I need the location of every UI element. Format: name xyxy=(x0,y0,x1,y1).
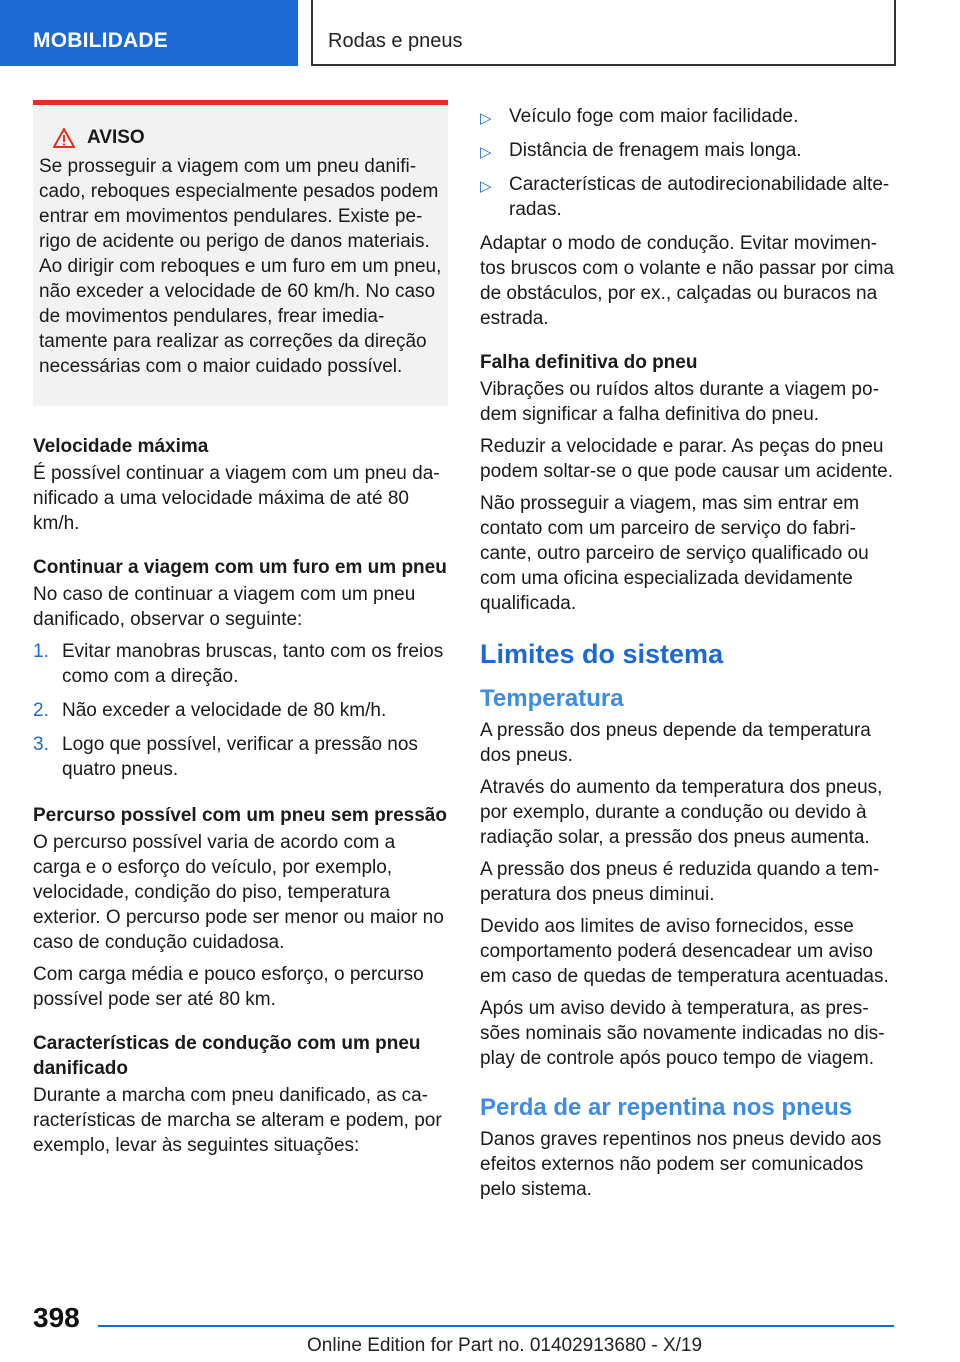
failure-text-1: Vibrações ou ruídos altos durante a viagem podem significar a falha definitiva do pneu. xyxy=(480,379,879,425)
failure-heading: Falha definitiva do pneu xyxy=(480,352,698,373)
list-item: ▷ Características de autodirecionabilidade alteradas. xyxy=(480,174,890,220)
sudden-loss-text: Danos graves repentinos nos pneus devido aos efeitos externos não podem ser comunicados pelo sistema. xyxy=(480,1129,882,1200)
warning-title: AVISO xyxy=(87,127,145,148)
triangle-bullet-icon: ▷ xyxy=(480,144,492,161)
step-number: 1. xyxy=(33,641,49,662)
section-tab: MOBILIDADE xyxy=(0,0,298,66)
warning-header xyxy=(39,127,442,149)
distance-text-2: Com carga média e pouco esforço, o percurso possível pode ser até 80 km. xyxy=(33,964,424,1010)
page-number: 398 xyxy=(33,1302,80,1333)
continue-steps-list xyxy=(33,639,448,782)
right-column xyxy=(480,104,895,1209)
list-item: ▷ Distância de frenagem mais longa. xyxy=(480,138,895,163)
step-number: 3. xyxy=(33,734,49,755)
left-column xyxy=(33,100,448,1165)
failure-text-3: Não prosseguir a viagem, mas sim entrar em contato com um parceiro de serviço do fabricante, outro parceiro de serviço qualificado ou com uma oficina especializada devidamente qualificada. xyxy=(480,493,869,614)
temperature-text-5: Após um aviso devido à temperatura, as pressões nominais são novamente indicadas no display de controle após pouco tempo de viagem. xyxy=(480,998,885,1069)
distance-text-1: O percurso possível varia de acordo com a carga e o esforço do veículo, por exemplo, velocidade, condição do piso, temperatura exterior. O percurso pode ser menor ou maior no caso de condução cuidadosa. xyxy=(33,832,444,953)
max-speed-heading: Velocidade máxima xyxy=(33,436,209,457)
list-item: ▷ Veículo foge com maior facilidade. xyxy=(480,104,895,129)
temperature-text-2: Através do aumento da temperatura dos pneus, por exemplo, durante a condução ou devido à radiação solar, a pressão dos pneus aumenta. xyxy=(480,777,883,848)
handling-text: Durante a marcha com pneu danificado, as características de marcha se alteram e podem, por exemplo, levar às seguintes situações: xyxy=(33,1085,442,1156)
footer-divider xyxy=(98,1325,894,1327)
list-item: 3. Logo que possível, verificar a pressão nos quatro pneus. xyxy=(33,734,418,780)
temperature-heading: Temperatura xyxy=(480,685,624,712)
failure-text-2: Reduzir a velocidade e parar. As peças do pneu podem soltar-se o que pode causar um acidente. xyxy=(480,436,893,482)
step-number: 2. xyxy=(33,700,49,721)
warning-text: Se prosseguir a viagem com um pneu danificado, reboques especialmente pesados podem entrar em movimentos pendulares. Existe perigo de acidente ou perigo de danos materiais. Ao dirigir com reboques e um furo em um pneu, não exceder a velocidade de 60 km/h. No caso de movimentos pendulares, frear imediatamente para realizar as correções da direção necessárias com o maior cuidado possível. xyxy=(39,156,442,377)
adapt-text: Adaptar o modo de condução. Evitar movimentos bruscos com o volante e não passar por cima de obstáculos, por ex., calçadas ou buracos na estrada. xyxy=(480,233,894,329)
continue-intro: No caso de continuar a viagem com um pneu danificado, observar o seguinte: xyxy=(33,584,416,630)
warning-box xyxy=(33,100,448,406)
limits-heading: Limites do sistema xyxy=(480,639,724,669)
max-speed-text: É possível continuar a viagem com um pneu danificado a uma velocidade máxima de até 80 km/h. xyxy=(33,463,440,534)
temperature-text-1: A pressão dos pneus depende da temperatura dos pneus. xyxy=(480,720,871,766)
list-item: 2. Não exceder a velocidade de 80 km/h. xyxy=(33,700,387,721)
temperature-text-4: Devido aos limites de aviso fornecidos, esse comportamento poderá desencadear um aviso em caso de quedas de temperatura acentuadas. xyxy=(480,916,889,987)
warning-triangle-icon xyxy=(53,128,75,148)
continue-heading: Continuar a viagem com um furo em um pneu xyxy=(33,557,447,578)
list-item: 1. Evitar manobras bruscas, tanto com os freios como com a direção. xyxy=(33,641,444,687)
triangle-bullet-icon: ▷ xyxy=(480,110,492,127)
effects-list xyxy=(480,104,895,222)
chapter-title: Rodas e pneus xyxy=(311,0,896,66)
sudden-loss-heading: Perda de ar repentina nos pneus xyxy=(480,1094,853,1121)
distance-heading: Percurso possível com um pneu sem pressão xyxy=(33,805,447,826)
handling-heading: Características de condução com um pneu danificado xyxy=(33,1033,421,1079)
footer-edition: Online Edition for Part no. 01402913680 - X/19 xyxy=(307,1335,703,1356)
triangle-bullet-icon: ▷ xyxy=(480,178,492,195)
temperature-text-3: A pressão dos pneus é reduzida quando a temperatura dos pneus diminui. xyxy=(480,859,880,905)
